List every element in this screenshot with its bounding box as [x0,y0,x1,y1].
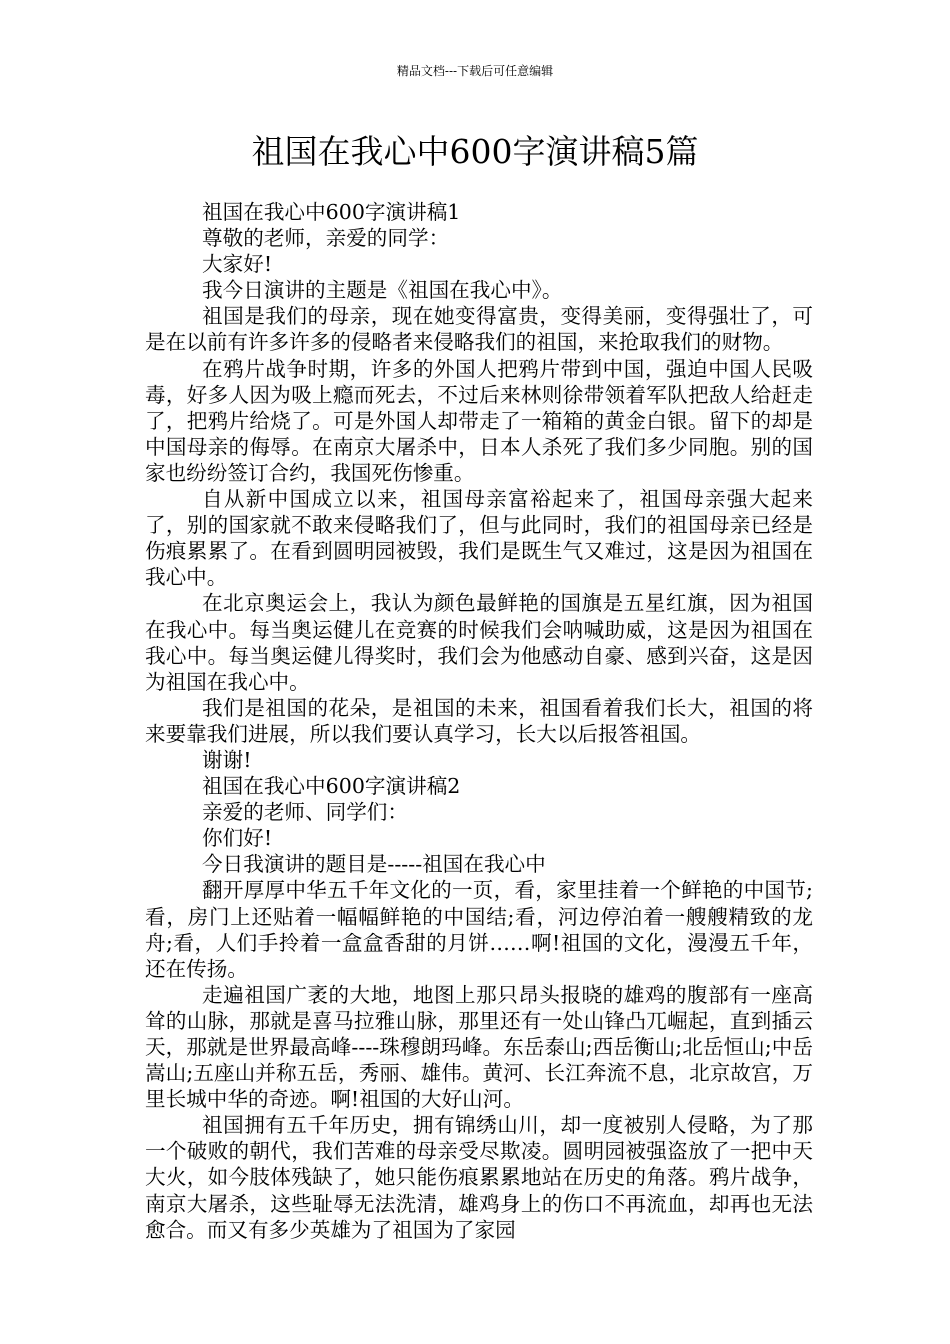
paragraph: 自从新中国成立以来，祖国母亲富裕起来了，祖国母亲强大起来了，别的国家就不敢来侵略我们了，但与此同时，我们的祖国母亲已经是伤痕累累了。在看到圆明园被毁，我们是既生气又难过，这是因为祖国在我心中。 [145,487,813,590]
section-heading-1: 祖国在我心中600字演讲稿1 [202,200,461,224]
greeting: 你们好! [202,826,273,851]
section-heading-2: 祖国在我心中600字演讲稿2 [202,774,461,799]
salutation: 尊敬的老师，亲爱的同学： [202,226,450,251]
paragraph: 走遍祖国广袤的大地，地图上那只昂头报晓的雄鸡的腹部有一座高耸的山脉，那就是喜马拉雅山脉，那里还有一处山锋凸兀崛起，直到插云天，那就是世界最高峰----珠穆朗玛峰。东岳泰山;西岳衡山;北岳恒山;中岳嵩山;五座山并称五岳，秀丽、雄伟。黄河、长江奔流不息，北京故宫，万里长城中华的奇迹。啊!祖国的大好山河。 [145,982,813,1112]
paragraph: 在北京奥运会上，我认为颜色最鲜艳的国旗是五星红旗，因为祖国在我心中。每当奥运健儿在竞赛的时候我们会呐喊助威，这是因为祖国在我心中。每当奥运健儿得奖时，我们会为他感动自豪、感到兴奋，这是因为祖国在我心中。 [145,591,813,694]
header-note: 精品文档---下载后可任意编辑 [396,64,554,78]
document-title: 祖国在我心中600字演讲稿5篇 [251,132,699,171]
paragraph: 我今日演讲的主题是《祖国在我心中》。 [202,278,563,303]
paragraph: 祖国拥有五千年历史，拥有锦绣山川，却一度被别人侵略，为了那一个破败的朝代，我们苦难的母亲受尽欺凌。圆明园被强盗放了一把中天大火，如今肢体残缺了，她只能伤痕累累地站在历史的角落。鸦片战争，南京大屠杀，这些耻辱无法洗清，雄鸡身上的伤口不再流血，却再也无法愈合。而又有多少英雄为了祖国为了家园 [145,1113,813,1242]
greeting: 大家好! [202,252,273,277]
paragraph: 在鸦片战争时期，许多的外国人把鸦片带到中国，强迫中国人民吸毒，好多人因为吸上瘾而死去，不过后来林则徐带领着军队把敌人给赶走了，把鸦片给烧了。可是外国人却带走了一箱箱的黄金白银。留下的却是中国母亲的侮辱。在南京大屠杀中，日本人杀死了我们多少同胞。别的国家也纷纷签订合约，我国死伤惨重。 [145,356,813,485]
paragraph: 今日我演讲的题目是-----祖国在我心中 [202,852,546,877]
paragraph: 翻开厚厚中华五千年文化的一页，看，家里挂着一个鲜艳的中国节;看，房门上还贴着一幅幅鲜艳的中国结;看，河边停泊着一艘艘精致的龙舟;看，人们手拎着一盒盒香甜的月饼……啊!祖国的文化，漫漫五千年，还在传扬。 [145,878,813,981]
paragraph: 我们是祖国的花朵，是祖国的未来，祖国看着我们长大，祖国的将来要靠我们进展，所以我们要认真学习，长大以后报答祖国。 [145,695,813,746]
paragraph: 祖国是我们的母亲，现在她变得富贵，变得美丽，变得强壮了，可是在以前有许多许多的侵略者来侵略我们的祖国，来抢取我们的财物。 [145,304,813,355]
document-body [145,199,813,1243]
salutation: 亲爱的老师、同学们： [202,800,408,825]
closing: 谢谢! [202,747,252,772]
